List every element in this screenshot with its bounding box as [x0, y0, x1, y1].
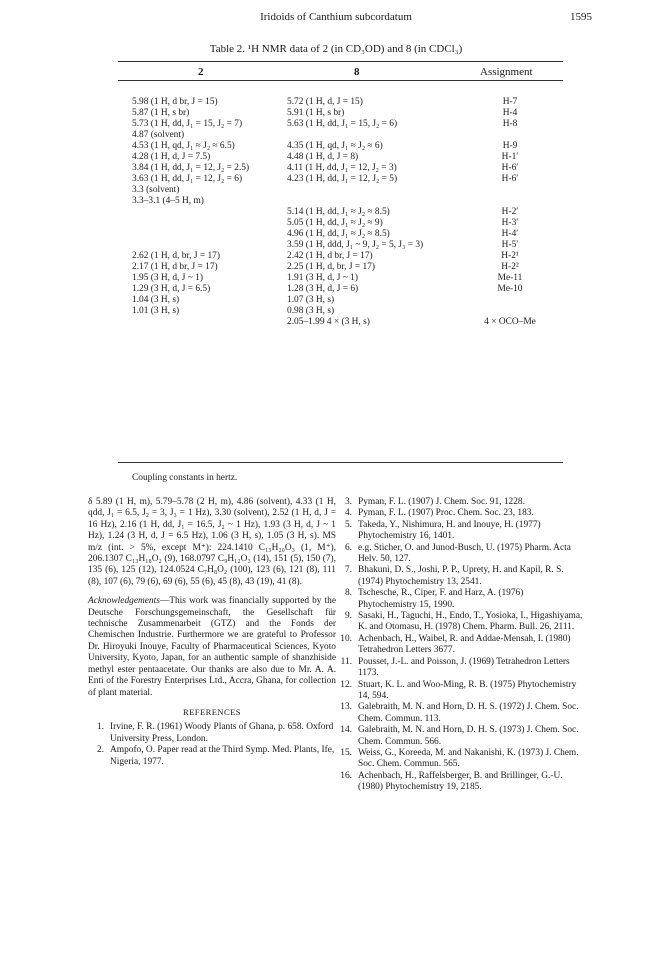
reference-text: Achenbach, H., Raffelsberger, B. and Brillinger, G.-U. (1980) Phytochemistry 19, 2185.	[358, 770, 563, 793]
reference-text: Pyman, F. L. (1907) Proc. Chem. Soc. 23, 183.	[358, 508, 534, 519]
reference-text: Irvine, F. R. (1961) Woody Plants of Ghana, p. 658. Oxford University Press, London.	[110, 722, 334, 744]
reference-number: 14.	[340, 725, 352, 736]
reference-item	[88, 745, 336, 768]
right-column	[336, 497, 584, 794]
shift-compound-2: 1.95 (3 H, d, J ~ 1)	[132, 273, 203, 283]
shift-compound-8: 2.05–1.99 4 × (3 H, s)	[287, 317, 370, 327]
table-row	[0, 317, 672, 328]
reference-item	[336, 771, 584, 794]
assignment: H-6′	[501, 163, 519, 173]
table-row	[0, 196, 672, 207]
shift-compound-2: 5.73 (1 H, dd, J₁ = 15, J₂ = 7)	[132, 119, 243, 129]
shift-compound-8: 2.25 (1 H, d, br, J = 17)	[287, 262, 375, 272]
assignment: H-8	[502, 119, 518, 129]
table-footnote: Coupling constants in hertz.	[132, 473, 238, 483]
shift-compound-2: 3.3–3.1 (4–5 H, m)	[132, 196, 204, 206]
acknowledgements-label: Acknowledgements	[88, 596, 160, 607]
column-header-assignment: Assignment	[480, 66, 533, 78]
shift-compound-2: 3.84 (1 H, dd, J₁ = 12, J₂ = 2.5)	[132, 163, 250, 173]
reference-item	[336, 565, 584, 588]
shift-compound-8: 1.28 (3 H, d, J = 6)	[287, 284, 359, 294]
table-row	[0, 108, 672, 119]
table-row	[0, 240, 672, 251]
reference-number: 9.	[344, 611, 352, 622]
reference-item	[336, 748, 584, 771]
reference-text: Achenbach, H., Waibel, R. and Addae-Mensah, I. (1980) Tetrahedron Letters 3677.	[358, 633, 571, 656]
shift-compound-2: 1.01 (3 H, s)	[132, 306, 180, 316]
reference-number: 7.	[344, 565, 352, 576]
reference-item	[336, 657, 584, 680]
reference-list-right	[336, 497, 584, 794]
shift-compound-2: 3.3 (solvent)	[132, 185, 180, 195]
shift-compound-8: 4.11 (1 H, dd, J₁ = 12, J₂ = 3)	[287, 163, 397, 173]
shift-compound-8: 5.63 (1 H, dd, J₁ = 15, J₂ = 6)	[287, 119, 398, 129]
reference-item	[336, 508, 584, 519]
shift-compound-2: 5.98 (1 H, d br, J = 15)	[132, 97, 218, 107]
table-caption: Table 2. ¹H NMR data of 2 (in CD₃OD) and 8 (in CDCl₃)	[209, 43, 463, 55]
reference-number: 4.	[344, 508, 352, 519]
assignment: H-2²	[501, 262, 519, 272]
reference-text: e.g. Sticher, O. and Junod-Busch, U. (1975) Pharm. Acta Helv. 50, 127.	[358, 542, 571, 565]
shift-compound-2: 3.63 (1 H, dd, J₁ = 12, J₂ = 6)	[132, 174, 243, 184]
column-header-compound-8: 8	[354, 66, 360, 78]
reference-item	[336, 588, 584, 611]
assignment: H-5′	[501, 240, 519, 250]
reference-item	[336, 543, 584, 566]
left-column	[88, 497, 336, 768]
assignment: 4 × OCO–Me	[484, 317, 536, 327]
reference-number: 12.	[340, 679, 352, 690]
table-row	[0, 174, 672, 185]
page-number: 1595	[570, 11, 592, 23]
shift-compound-8: 4.35 (1 H, qd, J₁ ≈ J₂ ≈ 6)	[287, 141, 383, 151]
table-row	[0, 295, 672, 306]
reference-text: Sasaki, H., Taguchi, H., Endo, T., Yosioka, I., Higashiyama, K. and Otomasu, H. (1978) Chem. Pharm. Bull. 26, 2111.	[358, 611, 583, 633]
table-row	[0, 152, 672, 163]
reference-item	[336, 497, 584, 508]
reference-number: 8.	[344, 588, 352, 599]
assignment: Me-11	[497, 273, 523, 283]
reference-text: Bhakuni, D. S., Joshi, P. P., Uprety, H. and Kapil, R. S. (1974) Phytochemistry 13, 2541.	[358, 565, 564, 587]
shift-compound-2: 5.87 (1 H, s br)	[132, 108, 190, 118]
column-header-compound-2: 2	[198, 66, 204, 78]
acknowledgements-paragraph	[88, 596, 336, 699]
reference-item	[336, 702, 584, 725]
reference-number: 13.	[340, 702, 352, 713]
reference-text: Ampofo, O. Paper read at the Third Symp. Med. Plants, Ife, Nigeria, 1977.	[110, 745, 335, 767]
table-row	[0, 130, 672, 141]
reference-text: Stuart, K. L. and Woo-Ming, R. B. (1975) Phytochemistry 14, 594.	[358, 679, 577, 701]
table-row	[0, 97, 672, 108]
shift-compound-2: 4.28 (1 H, d, J = 7.5)	[132, 152, 211, 162]
table-row	[0, 218, 672, 229]
reference-text: Tschesche, R., Ciper, F. and Harz, A. (1976) Phytochemistry 15, 1990.	[358, 588, 524, 610]
shift-compound-8: 5.05 (1 H, dd, J₁ ≈ J₂ ≈ 9)	[287, 218, 383, 228]
table-row	[0, 284, 672, 295]
table-row	[0, 229, 672, 240]
shift-compound-2: 1.29 (3 H, d, J = 6.5)	[132, 284, 211, 294]
reference-item	[336, 634, 584, 657]
assignment: H-2′	[501, 207, 519, 217]
table-row	[0, 163, 672, 174]
reference-number: 1.	[96, 722, 104, 733]
reference-item	[336, 725, 584, 748]
shift-compound-8: 0.98 (3 H, s)	[287, 306, 335, 316]
reference-number: 10.	[340, 633, 352, 644]
shift-compound-8: 1.07 (3 H, s)	[287, 295, 335, 305]
shift-compound-8: 1.91 (3 H, d, J ~ 1)	[287, 273, 358, 283]
shift-compound-8: 5.91 (1 H, s br)	[287, 108, 345, 118]
shift-compound-8: 4.48 (1 H, d, J = 8)	[287, 152, 359, 162]
shift-compound-2: 4.87 (solvent)	[132, 130, 185, 140]
assignment: H-3′	[501, 218, 519, 228]
shift-compound-2: 1.04 (3 H, s)	[132, 295, 180, 305]
assignment: H-6′	[501, 174, 519, 184]
shift-compound-8: 3.59 (1 H, ddd, J₁ ~ 9, J₂ = 5, J₃ = 3)	[287, 240, 424, 250]
reference-number: 11.	[340, 656, 352, 667]
shift-compound-2: 2.62 (1 H, d, br, J = 17)	[132, 251, 220, 261]
shift-compound-2: 2.17 (1 H, d br, J = 17)	[132, 262, 218, 272]
references-heading: REFERENCES	[183, 706, 241, 717]
spectral-data-paragraph: δ 5.89 (1 H, m), 5.79–5.78 (2 H, m), 4.86 (solvent), 4.33 (1 H, qdd, J₁ = 6.5, J₂ = 3, J₃ = 1 Hz), 3.30 (solvent), 2.52 (1 H, d, J = 16 Hz), 2.16 (1 H, dd, J₁ = 16.5, J₂ ~ 1 Hz), 1.93 (3 H, d, J ~ 1 Hz), 1.24 (3 H, d, J = 6.5 Hz), 1.06 (3 H, s), 1.05 (3 H, s). MS m/z (int. > 5%, except M⁺): 224.1410 C₁₃H₂₀O₃ (1, M⁺), 206.1307 C₁₃H₁₈O₂ (9), 168.0797 C₉H₁₂O₃ (14), 151 (5), 150 (7), 135 (6), 125 (12), 124.0524 C₇H₈O₂ (100), 123 (6), 121 (8), 111 (8), 107 (6), 79 (6), 69 (6), 55 (6), 45 (8), 43 (19), 41 (8).	[88, 497, 336, 587]
reference-text: Takeda, Y., Nishimura, H. and Inouye, H. (1977) Phytochemistry 16, 1401.	[358, 519, 541, 542]
reference-text: Galebraith, M. N. and Horn, D. H. S. (1972) J. Chem. Soc. Chem. Commun. 113.	[358, 702, 579, 724]
reference-item	[336, 680, 584, 703]
table-row	[0, 273, 672, 284]
assignment: H-4	[502, 108, 518, 118]
shift-compound-8: 4.23 (1 H, dd, J₁ = 12, J₂ = 5)	[287, 174, 398, 184]
assignment: H-2¹	[501, 251, 519, 261]
reference-list-left	[88, 722, 336, 768]
table-bottom-rule	[118, 462, 563, 463]
table-row	[0, 306, 672, 317]
table-row	[0, 185, 672, 196]
acknowledgements-text: —This work was financially supported by the Deutsche Forschungsgemeinschaft, the Gesellschaft für technische Zusammenarbeit (GTZ) and the Fonds der Chemischen Industrie. Furthermore we are grateful to Professor Dr. Hiroyuki Inouye, Faculty of Pharmaceutical Sciences, Kyoto University, Kyoto, Japan, for an authentic sample of shanzhiside methyl ester pentaacetate. Our thanks are also due to Mr. A. A. Enti of the Forestry Enterprises Ltd., Accra, Ghana, for collection of plant material.	[88, 596, 336, 698]
assignment: H-1′	[501, 152, 519, 162]
shift-compound-8: 2.42 (1 H, d br, J = 17)	[287, 251, 373, 261]
reference-number: 15.	[340, 747, 352, 758]
shift-compound-8: 4.96 (1 H, dd, J₁ ≈ J₂ ≈ 8.5)	[287, 229, 390, 239]
assignment: Me-10	[497, 284, 523, 294]
shift-compound-2: 4.53 (1 H, qd, J₁ ≈ J₂ ≈ 6.5)	[132, 141, 235, 151]
shift-compound-8: 5.72 (1 H, d, J = 15)	[287, 97, 363, 107]
reference-number: 6.	[344, 542, 352, 553]
assignment: H-7	[502, 97, 518, 107]
table-header-rule	[118, 80, 563, 81]
table-row	[0, 207, 672, 218]
table-row	[0, 251, 672, 262]
assignment: H-4′	[501, 229, 519, 239]
reference-number: 5.	[344, 519, 352, 530]
table-row	[0, 141, 672, 152]
table-row	[0, 119, 672, 130]
reference-number: 16.	[340, 770, 352, 781]
running-header	[0, 11, 672, 25]
reference-number: 3.	[344, 497, 352, 507]
reference-item	[336, 611, 584, 634]
table-top-rule	[118, 61, 563, 62]
reference-text: Pyman, F. L. (1907) J. Chem. Soc. 91, 1228.	[358, 497, 525, 507]
table-row	[0, 262, 672, 273]
assignment: H-9	[502, 141, 518, 151]
running-title: Iridoids of Canthium subcordatum	[260, 11, 412, 23]
reference-text: Pousset, J.-L. and Poisson, J. (1969) Tetrahedron Letters 1173.	[358, 656, 570, 679]
reference-number: 2.	[96, 745, 104, 756]
reference-item	[88, 722, 336, 745]
reference-item	[336, 520, 584, 543]
reference-text: Galebraith, M. N. and Horn, D. H. S. (1973) J. Chem. Soc. Chem. Commun. 566.	[358, 725, 579, 747]
shift-compound-8: 5.14 (1 H, dd, J₁ ≈ J₂ ≈ 8.5)	[287, 207, 390, 217]
reference-text: Weiss, G., Koreeda, M. and Nakanishi, K. (1973) J. Chem. Soc. Chem. Commun. 565.	[358, 747, 579, 770]
